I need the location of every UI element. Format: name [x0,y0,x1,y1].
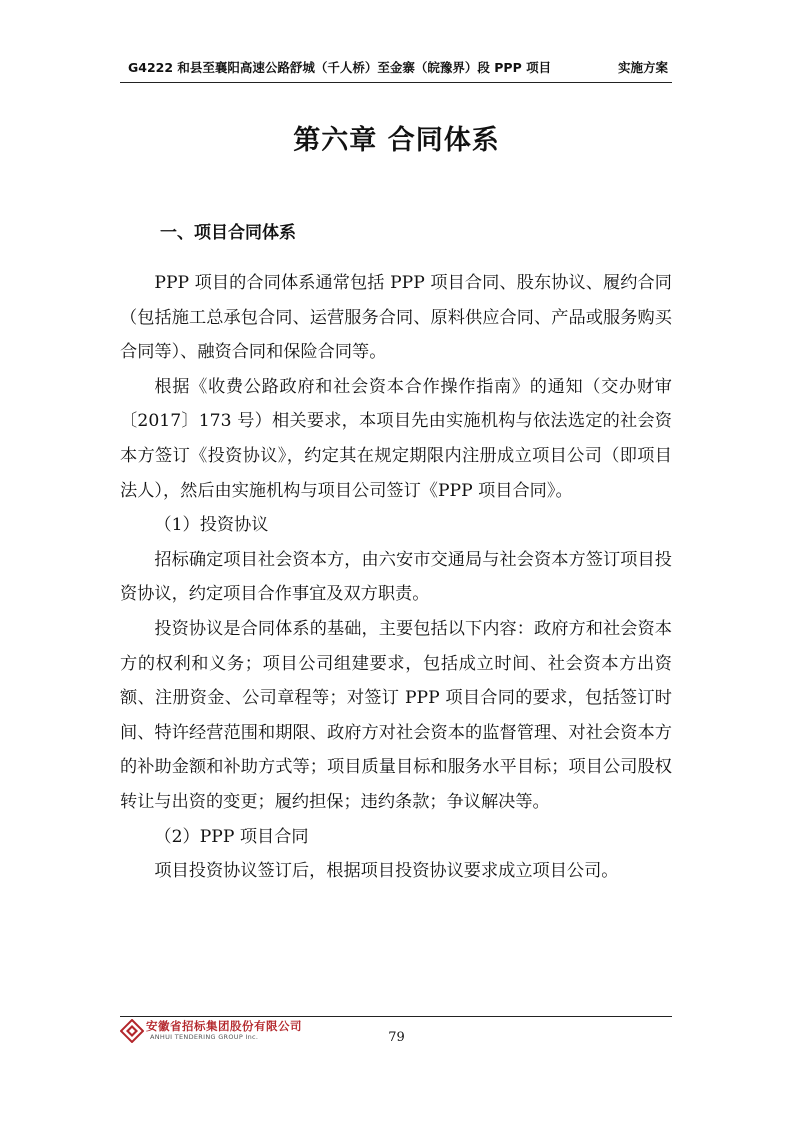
chapter-title: 第六章 合同体系 [293,125,500,156]
page-header [120,56,672,76]
subheading-ppp-contract: （2）PPP 项目合同 [154,826,309,847]
paragraph: 投资协议是合同体系的基础，主要包括以下内容：政府方和社会资本方的权利和义务；项目公司组建要求，包括成立时间、社会资本方出资额、注册资金、公司章程等；对签订 PPP 项目合同的要求，包括签订时间、特许经营范围和期限、政府方对社会资本的监督管理、对社会资本方的补助金额和补助方式等；项目质量目标和服务水平目标；项目公司股权转让与出资的变更；履约担保；违约条款；争议解决等。 [120,618,672,812]
logo-english-name: ANHUI TENDERING GROUP Inc. [150,1033,259,1041]
body-text [120,266,672,889]
section-heading: 一、项目合同体系 [160,223,296,243]
header-document-title: G4222 和县至襄阳高速公路舒城（千人桥）至金寨（皖豫界）段 PPP 项目 [128,60,552,75]
logo-company-name: 安徽省招标集团股份有限公司 [146,1019,302,1033]
paragraph: 项目投资协议签订后，根据项目投资协议要求成立项目公司。 [154,861,619,882]
subheading-investment-agreement: （1）投资协议 [154,515,269,536]
paragraph: 招标确定项目社会资本方，由六安市交通局与社会资本方签订项目投资协议，约定项目合作事宜及双方职责。 [120,549,672,605]
page-number: 79 [388,1030,405,1045]
header-rule [120,82,672,83]
footer-rule [120,1016,672,1017]
paragraph: 根据《收费公路政府和社会资本合作操作指南》的通知（交办财审〔2017〕173 号）相关要求，本项目先由实施机构与依法选定的社会资本方签订《投资协议》，约定其在规定期限内注册成立项目公司（即项目法人），然后由实施机构与项目公司签订《PPP 项目合同》。 [120,376,672,501]
header-section-label: 实施方案 [617,60,668,75]
paragraph: PPP 项目的合同体系通常包括 PPP 项目合同、股东协议、履约合同（包括施工总承包合同、运营服务合同、原料供应合同、产品或服务购买合同等）、融资合同和保险合同等。 [120,273,672,363]
